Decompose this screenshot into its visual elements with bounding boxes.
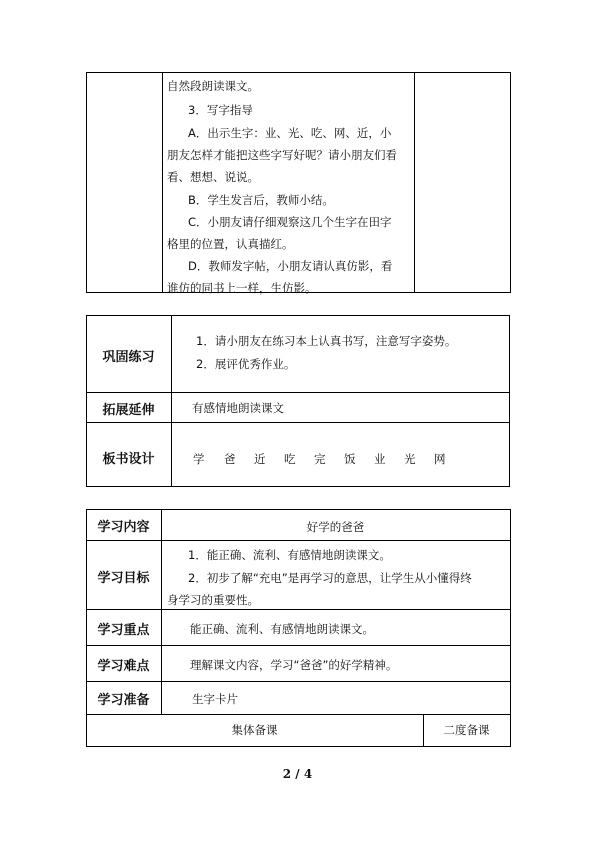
consolidate-item: 1．请小朋友在练习本上认真书写，注意写字姿势。	[196, 334, 457, 348]
step-line: B．学生发言后，教师小结。	[188, 193, 334, 207]
step-line: 自然段朗读课文。	[167, 79, 259, 93]
board-char: 爸	[224, 452, 236, 466]
step-heading: 3．写字指导	[188, 103, 253, 117]
focus-label: 学习重点	[97, 623, 150, 638]
board-char: 近	[254, 452, 266, 466]
board-char: 完	[314, 452, 326, 466]
group-prep-header: 集体备课	[231, 723, 278, 737]
board-char: 吃	[284, 452, 296, 466]
goal-line: 1．能正确、流利、有感情地朗读课文。	[188, 548, 391, 562]
step-line: A．出示生字：业、光、吃、网、近，小	[188, 126, 392, 140]
difficulty-label: 学习难点	[97, 659, 150, 674]
board-char: 学	[193, 452, 205, 466]
step-line: C．小朋友请仔细观察这几个生字在田字	[188, 215, 392, 229]
board-char: 网	[434, 452, 446, 466]
content-label: 学习内容	[97, 520, 150, 535]
step-line: 朋友怎样才能把这些字写好呢？请小朋友们看	[167, 148, 397, 162]
page-number: 2 / 4	[282, 767, 313, 781]
board-label: 板书设计	[102, 452, 155, 467]
goal-line: 2．初步了解“充电”是再学习的意思，让学生从小懂得终	[188, 571, 472, 585]
consolidate-label: 巩固练习	[102, 350, 155, 365]
board-char: 饭	[344, 452, 356, 466]
step-line: 格里的位置，认真描红。	[167, 237, 294, 251]
prep-text: 生字卡片	[192, 692, 238, 706]
step-line: D．教师发字帖，小朋友请认真仿影，看	[188, 259, 393, 273]
goal-label: 学习目标	[97, 571, 150, 586]
board-char: 光	[404, 452, 416, 466]
content-text: 好学的爸爸	[306, 520, 365, 534]
extend-label: 拓展延伸	[102, 403, 155, 418]
board-char: 业	[374, 452, 386, 466]
consolidate-item: 2．展评优秀作业。	[196, 357, 296, 371]
focus-text: 能正确、流利、有感情地朗读课文。	[190, 622, 374, 636]
extend-text: 有感情地朗读课文	[192, 401, 284, 415]
step-line: 看、想想、说说。	[167, 170, 259, 184]
second-prep-header: 二度备课	[443, 723, 490, 737]
difficulty-text: 理解课文内容，学习“爸爸”的好学精神。	[190, 658, 398, 672]
goal-line: 身学习的重要性。	[167, 593, 259, 607]
step-line: 谁仿的同书上一样，生仿影。	[167, 281, 317, 295]
prep-label: 学习准备	[97, 693, 150, 708]
